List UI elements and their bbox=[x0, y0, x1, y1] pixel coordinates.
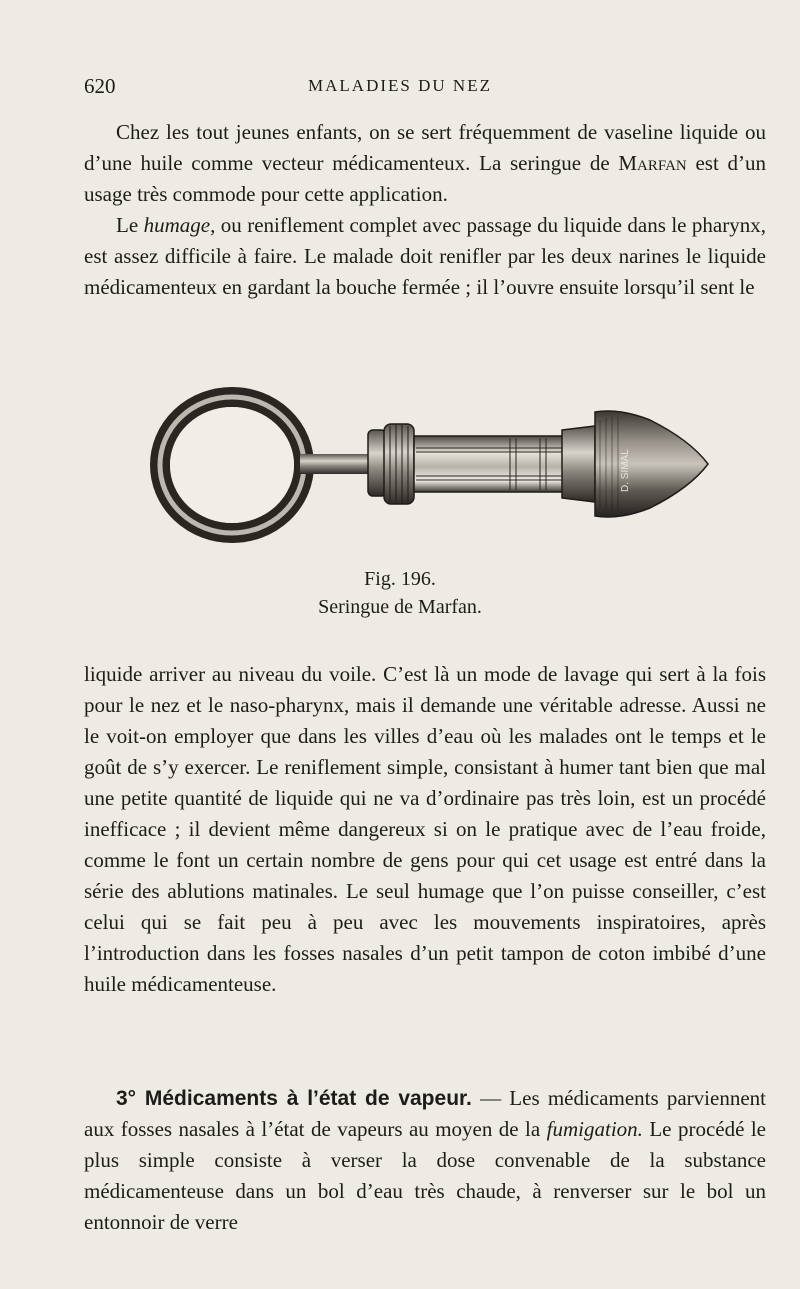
figure-caption: Seringue de Marfan. bbox=[318, 596, 482, 618]
syringe-collar bbox=[384, 424, 414, 504]
section-heading: 3° Médicaments à l’état de vapeur. bbox=[116, 1087, 472, 1110]
text-block-middle bbox=[84, 659, 766, 1000]
paragraph-humage bbox=[84, 210, 766, 303]
figure-number: Fig. 196. bbox=[364, 568, 436, 590]
text-block-bottom bbox=[84, 1083, 766, 1238]
vapeur-text-a: — Les médicaments parviennent aux fosses nasales à l’état de vapeurs au moyen de la bbox=[84, 1086, 766, 1141]
paragraph-continuation: liquide arriver au niveau du voile. C’est là un mode de lavage qui sert à la fois pour le nez et le naso-pharynx, mais il demande une véritable adresse. Aussi ne le voit-on employer que dans les villes d’eau où les malades ont le temps et le goût de s’y exercer. Le reniflement simple, consistant à humer tant bien que mal une petite quantité de liquide qui ne va d’ordinaire pas très loin, est un procédé inefficace ; il devient même dangereux si on le pratique avec de l’eau froide, comme le font un certain nombre de gens pour qui cet usage est entré dans la série des ablutions matinales. Le seul humage que l’on puisse conseiller, c’est celui qui se fait peu à peu avec les mouvements inspiratoires, après l’introduction dans les fosses nasales d’un petit tampon de coton imbibé d’une huile médicamenteuse. bbox=[84, 662, 766, 996]
p2-text-a: Le bbox=[116, 213, 144, 237]
author-name-marfan: Marfan bbox=[618, 151, 687, 175]
text-block-top bbox=[84, 117, 766, 303]
p1-text-b: est d’un usage très commode pour cette application. bbox=[84, 151, 766, 206]
p1-text-a: Chez les tout jeunes enfants, on se sert fréquemment de vaseline liquide ou d’une huile comme vecteur médicamenteux. La seringue de bbox=[84, 120, 766, 175]
paragraph-vaseline bbox=[84, 117, 766, 210]
p2-text-b: ou reniflement complet avec passage du liquide dans le pharynx, est assez difficile à faire. Le malade doit renifler par les deux narines le liquide médicamenteux en gardant la bouche fermée ; il l’ouvre ensuite lorsqu’il sent le bbox=[84, 213, 766, 299]
term-fumigation: fumigation. bbox=[546, 1117, 643, 1141]
syringe-illustration bbox=[150, 380, 710, 560]
engraver-mark: D. SIMAL bbox=[620, 449, 631, 492]
page-number: 620 bbox=[84, 74, 116, 98]
vapeur-text-b: Le procédé le plus simple consiste à verser la dose convenable de la substance médicamenteuse dans un bol d’eau très chaude, à renverser sur le bol un entonnoir de verre bbox=[84, 1117, 766, 1234]
glass-barrel bbox=[414, 436, 564, 492]
paragraph-vapeur bbox=[84, 1083, 766, 1238]
figure-syringe bbox=[150, 380, 710, 560]
term-humage: humage, bbox=[143, 213, 216, 237]
plunger-rod bbox=[300, 454, 370, 474]
running-title: MALADIES DU NEZ bbox=[308, 76, 492, 95]
